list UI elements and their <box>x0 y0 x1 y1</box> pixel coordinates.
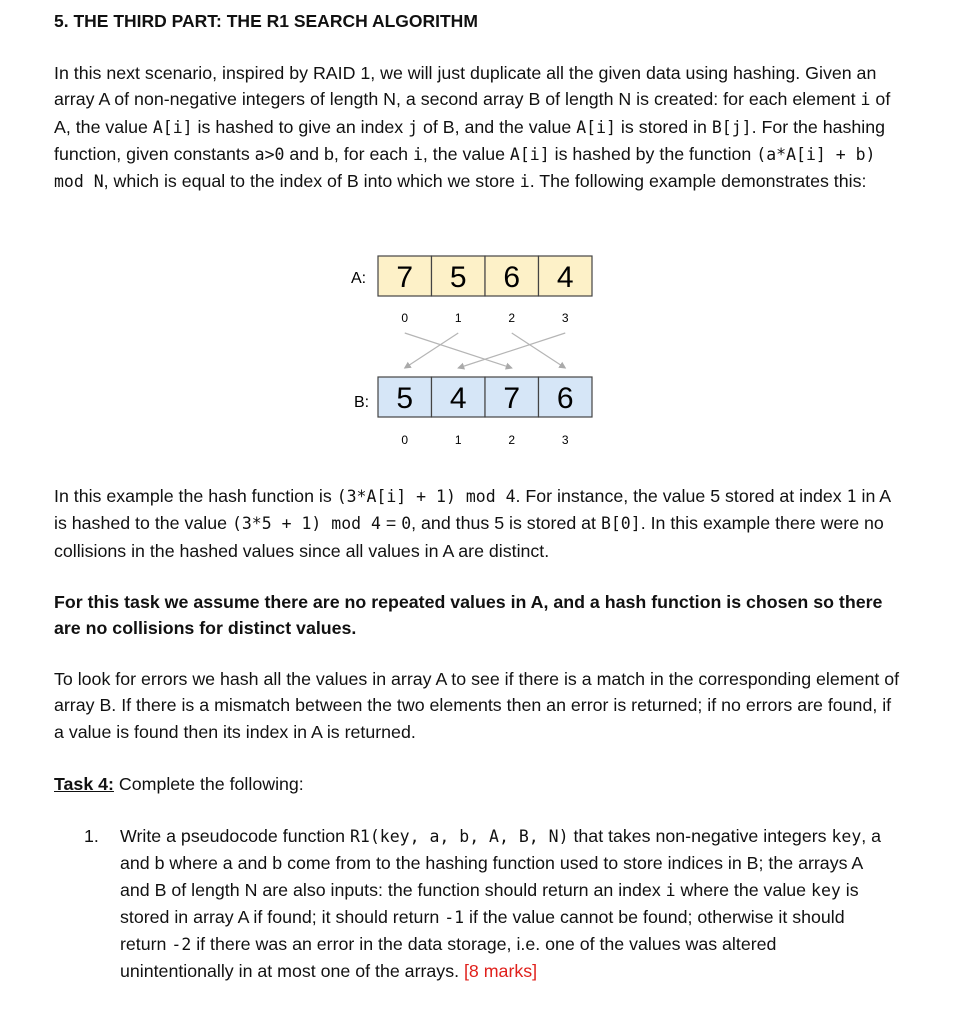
array-a-cell-value: 5 <box>449 261 467 294</box>
array-a-index: 2 <box>508 311 516 325</box>
intro-paragraph: In this next scenario, inspired by RAID 1, we will just duplicate all the given data using hashing. Given an array A of non-negative integers of length N, a second array B of length N is created: for each element i of A, the value A[i] is hashed to give an index j of B, and the value A[i] is stored in B[j]. For the hashing function, given constants a>0 and b, for each i, the value A[i] is hashed by the function (a*A[i] + b) mod N, which is equal to the index of B into which we store i. The following example demonstrates this: <box>54 63 891 192</box>
array-b-index: 0 <box>401 433 409 447</box>
array-b-index: 1 <box>454 433 462 447</box>
hash-arrow <box>458 333 565 368</box>
hash-arrow <box>405 333 512 368</box>
array-a-cell-value: 7 <box>396 261 414 294</box>
hash-arrow <box>405 333 459 368</box>
list-item: Write a pseudocode function R1(key, a, b, A, B, N) that takes non-negative integers key, a and b where a and b come from to the hashing function used to store indices in B; the arrays A and B of length N are also inputs: the function should return an index i where the value key is stored in array A if found; it should return -1 if the value cannot be found; otherwise it should return -2 if there was an error in the data storage, i.e. one of the values was altered unintentionally in at most one of the arrays. [8 marks] <box>120 826 882 982</box>
array-a-index: 0 <box>401 311 409 325</box>
task-text: Complete the following: <box>113 774 304 794</box>
task-label: Task 4: <box>54 774 114 794</box>
array-b-label: B: <box>354 394 370 411</box>
array-b-cell-value: 6 <box>556 382 574 415</box>
array-a-cell-value: 4 <box>556 261 574 294</box>
hash-arrow <box>512 333 566 368</box>
array-a-index: 3 <box>561 311 569 325</box>
example-paragraph: In this example the hash function is (3*A[i] + 1) mod 4. For instance, the value 5 stored at index 1 in A is hashed to the value (3*5 + 1) mod 4 = 0, and thus 5 is stored at B[0]. In this example there were no collisions in the hashed values since all values in A are distinct. <box>54 486 891 561</box>
task-line <box>54 771 904 797</box>
marks-label: [8 marks] <box>463 961 538 982</box>
array-b-index: 2 <box>508 433 516 447</box>
hash-diagram <box>0 0 963 470</box>
array-b-index: 3 <box>561 433 569 447</box>
array-a-label: A: <box>351 270 367 287</box>
array-b-cell-value: 4 <box>449 382 467 415</box>
array-b-cell-value: 5 <box>396 382 414 415</box>
array-a-cell-value: 6 <box>503 261 521 294</box>
errors-paragraph: To look for errors we hash all the values in array A to see if there is a match in the corresponding element of array B. If there is a mismatch between the two elements then an error is returned; if no errors are found, if a value is found then its index in A is returned. <box>54 669 900 742</box>
array-a-index: 1 <box>454 311 462 325</box>
list-item-number: 1. <box>84 826 99 846</box>
array-b-cell-value: 7 <box>503 382 521 415</box>
section-heading: 5. THE THIRD PART: THE R1 SEARCH ALGORITHM <box>54 11 478 31</box>
assumption-paragraph: For this task we assume there are no repeated values in A, and a hash function is chosen so there are no collisions for distinct values. <box>54 592 883 639</box>
